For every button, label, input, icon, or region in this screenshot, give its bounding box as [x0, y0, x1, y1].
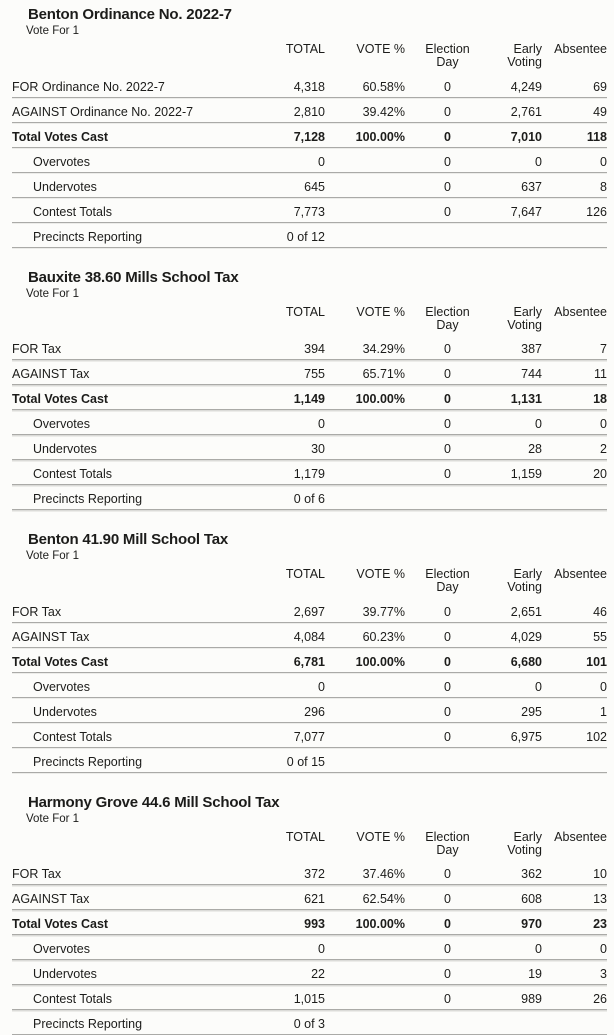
contest-section [12, 6, 614, 248]
cell-absentee: 118 [545, 122, 607, 147]
cell-vote-pct [325, 222, 405, 247]
table-row [12, 360, 607, 385]
col-header-election-day [405, 828, 490, 860]
col-header-blank [12, 828, 240, 860]
col-header-early-voting-line2: Voting [490, 581, 542, 594]
results-body [12, 335, 607, 510]
table-row [12, 72, 607, 97]
cell-election-day: 0 [405, 960, 490, 985]
col-header-early-voting [490, 828, 545, 860]
cell-total: 1,179 [240, 460, 325, 485]
table-row [12, 935, 607, 960]
col-header-early-voting [490, 303, 545, 335]
table-row [12, 460, 607, 485]
cell-absentee: 0 [545, 672, 607, 697]
table-row [12, 597, 607, 622]
col-header-vote-pct: VOTE % [325, 565, 405, 597]
cell-early-voting: 970 [490, 910, 545, 935]
row-label: Overvotes [12, 147, 240, 172]
cell-absentee: 7 [545, 335, 607, 360]
vote-for-label: Vote For 1 [26, 288, 614, 301]
cell-vote-pct [325, 435, 405, 460]
cell-total: 394 [240, 335, 325, 360]
col-header-election-day-line1: Election [405, 568, 490, 581]
cell-election-day: 0 [405, 935, 490, 960]
cell-early-voting: 4,029 [490, 622, 545, 647]
col-header-early-voting-line2: Voting [490, 319, 542, 332]
cell-absentee: 0 [545, 410, 607, 435]
cell-absentee: 49 [545, 97, 607, 122]
cell-vote-pct: 60.58% [325, 72, 405, 97]
col-header-absentee: Absentee [545, 565, 607, 597]
cell-vote-pct [325, 672, 405, 697]
row-label: FOR Tax [12, 335, 240, 360]
cell-total: 0 of 3 [240, 1010, 325, 1035]
cell-absentee [545, 222, 607, 247]
cell-absentee: 102 [545, 722, 607, 747]
col-header-election-day [405, 565, 490, 597]
contest-title: Benton 41.90 Mill School Tax [28, 531, 614, 549]
cell-absentee: 8 [545, 172, 607, 197]
results-table [12, 565, 607, 773]
col-header-election-day-line1: Election [405, 831, 490, 844]
cell-absentee: 13 [545, 885, 607, 910]
col-header-blank [12, 303, 240, 335]
col-header-early-voting-line1: Early [490, 306, 542, 319]
cell-vote-pct: 60.23% [325, 622, 405, 647]
cell-early-voting: 0 [490, 410, 545, 435]
table-row [12, 335, 607, 360]
cell-vote-pct: 100.00% [325, 385, 405, 410]
cell-total: 2,810 [240, 97, 325, 122]
cell-election-day: 0 [405, 410, 490, 435]
contest-section [12, 794, 614, 1035]
cell-early-voting: 0 [490, 672, 545, 697]
cell-total: 372 [240, 860, 325, 885]
row-label: Overvotes [12, 935, 240, 960]
cell-election-day: 0 [405, 672, 490, 697]
row-label: Undervotes [12, 960, 240, 985]
cell-absentee: 101 [545, 647, 607, 672]
row-label: Total Votes Cast [12, 910, 240, 935]
row-label: Overvotes [12, 410, 240, 435]
cell-election-day: 0 [405, 622, 490, 647]
contest-title: Harmony Grove 44.6 Mill School Tax [28, 794, 614, 812]
column-header-row [12, 565, 607, 597]
col-header-election-day-line1: Election [405, 306, 490, 319]
row-label: AGAINST Tax [12, 360, 240, 385]
cell-election-day: 0 [405, 910, 490, 935]
cell-total: 755 [240, 360, 325, 385]
row-label: Undervotes [12, 435, 240, 460]
cell-vote-pct [325, 722, 405, 747]
cell-total: 1,149 [240, 385, 325, 410]
col-header-election-day-line2: Day [405, 844, 490, 857]
table-row [12, 410, 607, 435]
cell-absentee: 18 [545, 385, 607, 410]
cell-total: 0 [240, 935, 325, 960]
cell-total: 7,128 [240, 122, 325, 147]
col-header-election-day [405, 40, 490, 72]
contest-title: Bauxite 38.60 Mills School Tax [28, 269, 614, 287]
table-row [12, 1010, 607, 1035]
cell-vote-pct: 100.00% [325, 647, 405, 672]
table-row [12, 485, 607, 510]
cell-total: 4,318 [240, 72, 325, 97]
table-row [12, 435, 607, 460]
col-header-election-day-line2: Day [405, 581, 490, 594]
cell-total: 621 [240, 885, 325, 910]
cell-election-day: 0 [405, 385, 490, 410]
col-header-early-voting-line2: Voting [490, 56, 542, 69]
cell-total: 6,781 [240, 647, 325, 672]
cell-total: 993 [240, 910, 325, 935]
cell-early-voting: 6,975 [490, 722, 545, 747]
col-header-election-day-line1: Election [405, 43, 490, 56]
cell-absentee: 0 [545, 147, 607, 172]
cell-early-voting: 637 [490, 172, 545, 197]
col-header-early-voting-line2: Voting [490, 844, 542, 857]
row-label: Contest Totals [12, 460, 240, 485]
column-header-row [12, 303, 607, 335]
col-header-early-voting-line1: Early [490, 831, 542, 844]
cell-early-voting: 1,159 [490, 460, 545, 485]
table-row [12, 722, 607, 747]
cell-election-day: 0 [405, 172, 490, 197]
cell-total: 0 [240, 672, 325, 697]
results-body [12, 72, 607, 247]
contest-section [12, 269, 614, 511]
cell-early-voting: 0 [490, 935, 545, 960]
cell-vote-pct: 62.54% [325, 885, 405, 910]
results-table [12, 303, 607, 511]
row-label: FOR Ordinance No. 2022-7 [12, 72, 240, 97]
cell-absentee: 1 [545, 697, 607, 722]
table-row [12, 222, 607, 247]
cell-total: 0 [240, 410, 325, 435]
col-header-total: TOTAL [240, 565, 325, 597]
cell-election-day [405, 747, 490, 772]
table-row [12, 647, 607, 672]
cell-absentee: 3 [545, 960, 607, 985]
contest-section [12, 531, 614, 773]
cell-total: 0 [240, 147, 325, 172]
cell-absentee: 26 [545, 985, 607, 1010]
cell-vote-pct [325, 147, 405, 172]
cell-early-voting: 362 [490, 860, 545, 885]
cell-vote-pct [325, 960, 405, 985]
col-header-early-voting [490, 40, 545, 72]
cell-total: 2,697 [240, 597, 325, 622]
col-header-blank [12, 565, 240, 597]
row-label: AGAINST Tax [12, 885, 240, 910]
cell-early-voting: 608 [490, 885, 545, 910]
cell-election-day [405, 1010, 490, 1035]
cell-early-voting: 7,647 [490, 197, 545, 222]
table-row [12, 197, 607, 222]
cell-early-voting: 2,651 [490, 597, 545, 622]
cell-total: 7,077 [240, 722, 325, 747]
col-header-election-day-line2: Day [405, 319, 490, 332]
cell-election-day: 0 [405, 697, 490, 722]
table-row [12, 172, 607, 197]
row-label: Total Votes Cast [12, 385, 240, 410]
cell-election-day: 0 [405, 722, 490, 747]
cell-early-voting: 6,680 [490, 647, 545, 672]
row-label: Contest Totals [12, 722, 240, 747]
table-row [12, 697, 607, 722]
results-table [12, 40, 607, 248]
row-label: Overvotes [12, 672, 240, 697]
cell-absentee: 46 [545, 597, 607, 622]
cell-election-day: 0 [405, 147, 490, 172]
cell-vote-pct: 39.42% [325, 97, 405, 122]
table-row [12, 960, 607, 985]
cell-vote-pct: 65.71% [325, 360, 405, 385]
table-row [12, 622, 607, 647]
results-body [12, 597, 607, 772]
vote-for-label: Vote For 1 [26, 25, 614, 38]
cell-vote-pct: 39.77% [325, 597, 405, 622]
cell-early-voting: 2,761 [490, 97, 545, 122]
cell-election-day: 0 [405, 122, 490, 147]
cell-vote-pct: 34.29% [325, 335, 405, 360]
col-header-vote-pct: VOTE % [325, 303, 405, 335]
cell-election-day: 0 [405, 985, 490, 1010]
contest-title: Benton Ordinance No. 2022-7 [28, 6, 614, 24]
row-label: Precincts Reporting [12, 1010, 240, 1035]
table-row [12, 122, 607, 147]
column-header-row [12, 40, 607, 72]
cell-absentee: 55 [545, 622, 607, 647]
row-label: Undervotes [12, 697, 240, 722]
col-header-early-voting-line1: Early [490, 43, 542, 56]
col-header-blank [12, 40, 240, 72]
cell-election-day: 0 [405, 860, 490, 885]
row-label: FOR Tax [12, 860, 240, 885]
row-label: AGAINST Ordinance No. 2022-7 [12, 97, 240, 122]
cell-early-voting: 1,131 [490, 385, 545, 410]
cell-total: 0 of 12 [240, 222, 325, 247]
col-header-absentee: Absentee [545, 303, 607, 335]
results-table [12, 828, 607, 1035]
col-header-election-day [405, 303, 490, 335]
table-row [12, 985, 607, 1010]
cell-absentee: 69 [545, 72, 607, 97]
cell-vote-pct [325, 410, 405, 435]
col-header-early-voting [490, 565, 545, 597]
cell-election-day: 0 [405, 335, 490, 360]
row-label: Precincts Reporting [12, 747, 240, 772]
cell-early-voting: 744 [490, 360, 545, 385]
cell-absentee [545, 485, 607, 510]
cell-absentee: 23 [545, 910, 607, 935]
cell-vote-pct [325, 460, 405, 485]
cell-vote-pct [325, 172, 405, 197]
col-header-election-day-line2: Day [405, 56, 490, 69]
cell-vote-pct [325, 747, 405, 772]
cell-vote-pct [325, 985, 405, 1010]
cell-total: 0 of 15 [240, 747, 325, 772]
cell-total: 296 [240, 697, 325, 722]
cell-absentee [545, 747, 607, 772]
cell-election-day: 0 [405, 72, 490, 97]
col-header-total: TOTAL [240, 40, 325, 72]
table-row [12, 385, 607, 410]
col-header-early-voting-line1: Early [490, 568, 542, 581]
table-row [12, 97, 607, 122]
cell-election-day: 0 [405, 597, 490, 622]
cell-election-day [405, 222, 490, 247]
cell-election-day: 0 [405, 435, 490, 460]
cell-vote-pct [325, 485, 405, 510]
cell-vote-pct [325, 697, 405, 722]
table-row [12, 672, 607, 697]
cell-early-voting [490, 1010, 545, 1035]
cell-total: 1,015 [240, 985, 325, 1010]
row-label: Precincts Reporting [12, 222, 240, 247]
col-header-absentee: Absentee [545, 40, 607, 72]
cell-early-voting [490, 747, 545, 772]
row-label: FOR Tax [12, 597, 240, 622]
cell-early-voting [490, 485, 545, 510]
row-label: Undervotes [12, 172, 240, 197]
cell-vote-pct: 100.00% [325, 122, 405, 147]
cell-election-day: 0 [405, 647, 490, 672]
cell-absentee [545, 1010, 607, 1035]
cell-total: 22 [240, 960, 325, 985]
row-label: Contest Totals [12, 985, 240, 1010]
cell-election-day [405, 485, 490, 510]
cell-early-voting: 19 [490, 960, 545, 985]
cell-total: 30 [240, 435, 325, 460]
cell-absentee: 10 [545, 860, 607, 885]
cell-early-voting: 0 [490, 147, 545, 172]
results-body [12, 860, 607, 1035]
cell-election-day: 0 [405, 197, 490, 222]
col-header-vote-pct: VOTE % [325, 40, 405, 72]
cell-total: 645 [240, 172, 325, 197]
row-label: Total Votes Cast [12, 647, 240, 672]
cell-early-voting: 4,249 [490, 72, 545, 97]
cell-vote-pct [325, 935, 405, 960]
row-label: Total Votes Cast [12, 122, 240, 147]
table-row [12, 747, 607, 772]
vote-for-label: Vote For 1 [26, 813, 614, 826]
cell-election-day: 0 [405, 97, 490, 122]
cell-vote-pct: 37.46% [325, 860, 405, 885]
cell-early-voting: 295 [490, 697, 545, 722]
cell-vote-pct: 100.00% [325, 910, 405, 935]
table-row [12, 910, 607, 935]
cell-early-voting [490, 222, 545, 247]
cell-absentee: 20 [545, 460, 607, 485]
cell-total: 0 of 6 [240, 485, 325, 510]
table-row [12, 860, 607, 885]
cell-early-voting: 7,010 [490, 122, 545, 147]
cell-absentee: 126 [545, 197, 607, 222]
table-row [12, 885, 607, 910]
col-header-vote-pct: VOTE % [325, 828, 405, 860]
row-label: Precincts Reporting [12, 485, 240, 510]
cell-vote-pct [325, 197, 405, 222]
col-header-total: TOTAL [240, 828, 325, 860]
table-row [12, 147, 607, 172]
cell-total: 7,773 [240, 197, 325, 222]
cell-absentee: 2 [545, 435, 607, 460]
column-header-row [12, 828, 607, 860]
row-label: Contest Totals [12, 197, 240, 222]
cell-early-voting: 989 [490, 985, 545, 1010]
row-label: AGAINST Tax [12, 622, 240, 647]
cell-absentee: 0 [545, 935, 607, 960]
cell-election-day: 0 [405, 460, 490, 485]
cell-total: 4,084 [240, 622, 325, 647]
col-header-total: TOTAL [240, 303, 325, 335]
cell-vote-pct [325, 1010, 405, 1035]
vote-for-label: Vote For 1 [26, 550, 614, 563]
cell-absentee: 11 [545, 360, 607, 385]
cell-election-day: 0 [405, 885, 490, 910]
cell-election-day: 0 [405, 360, 490, 385]
cell-early-voting: 28 [490, 435, 545, 460]
col-header-absentee: Absentee [545, 828, 607, 860]
cell-early-voting: 387 [490, 335, 545, 360]
